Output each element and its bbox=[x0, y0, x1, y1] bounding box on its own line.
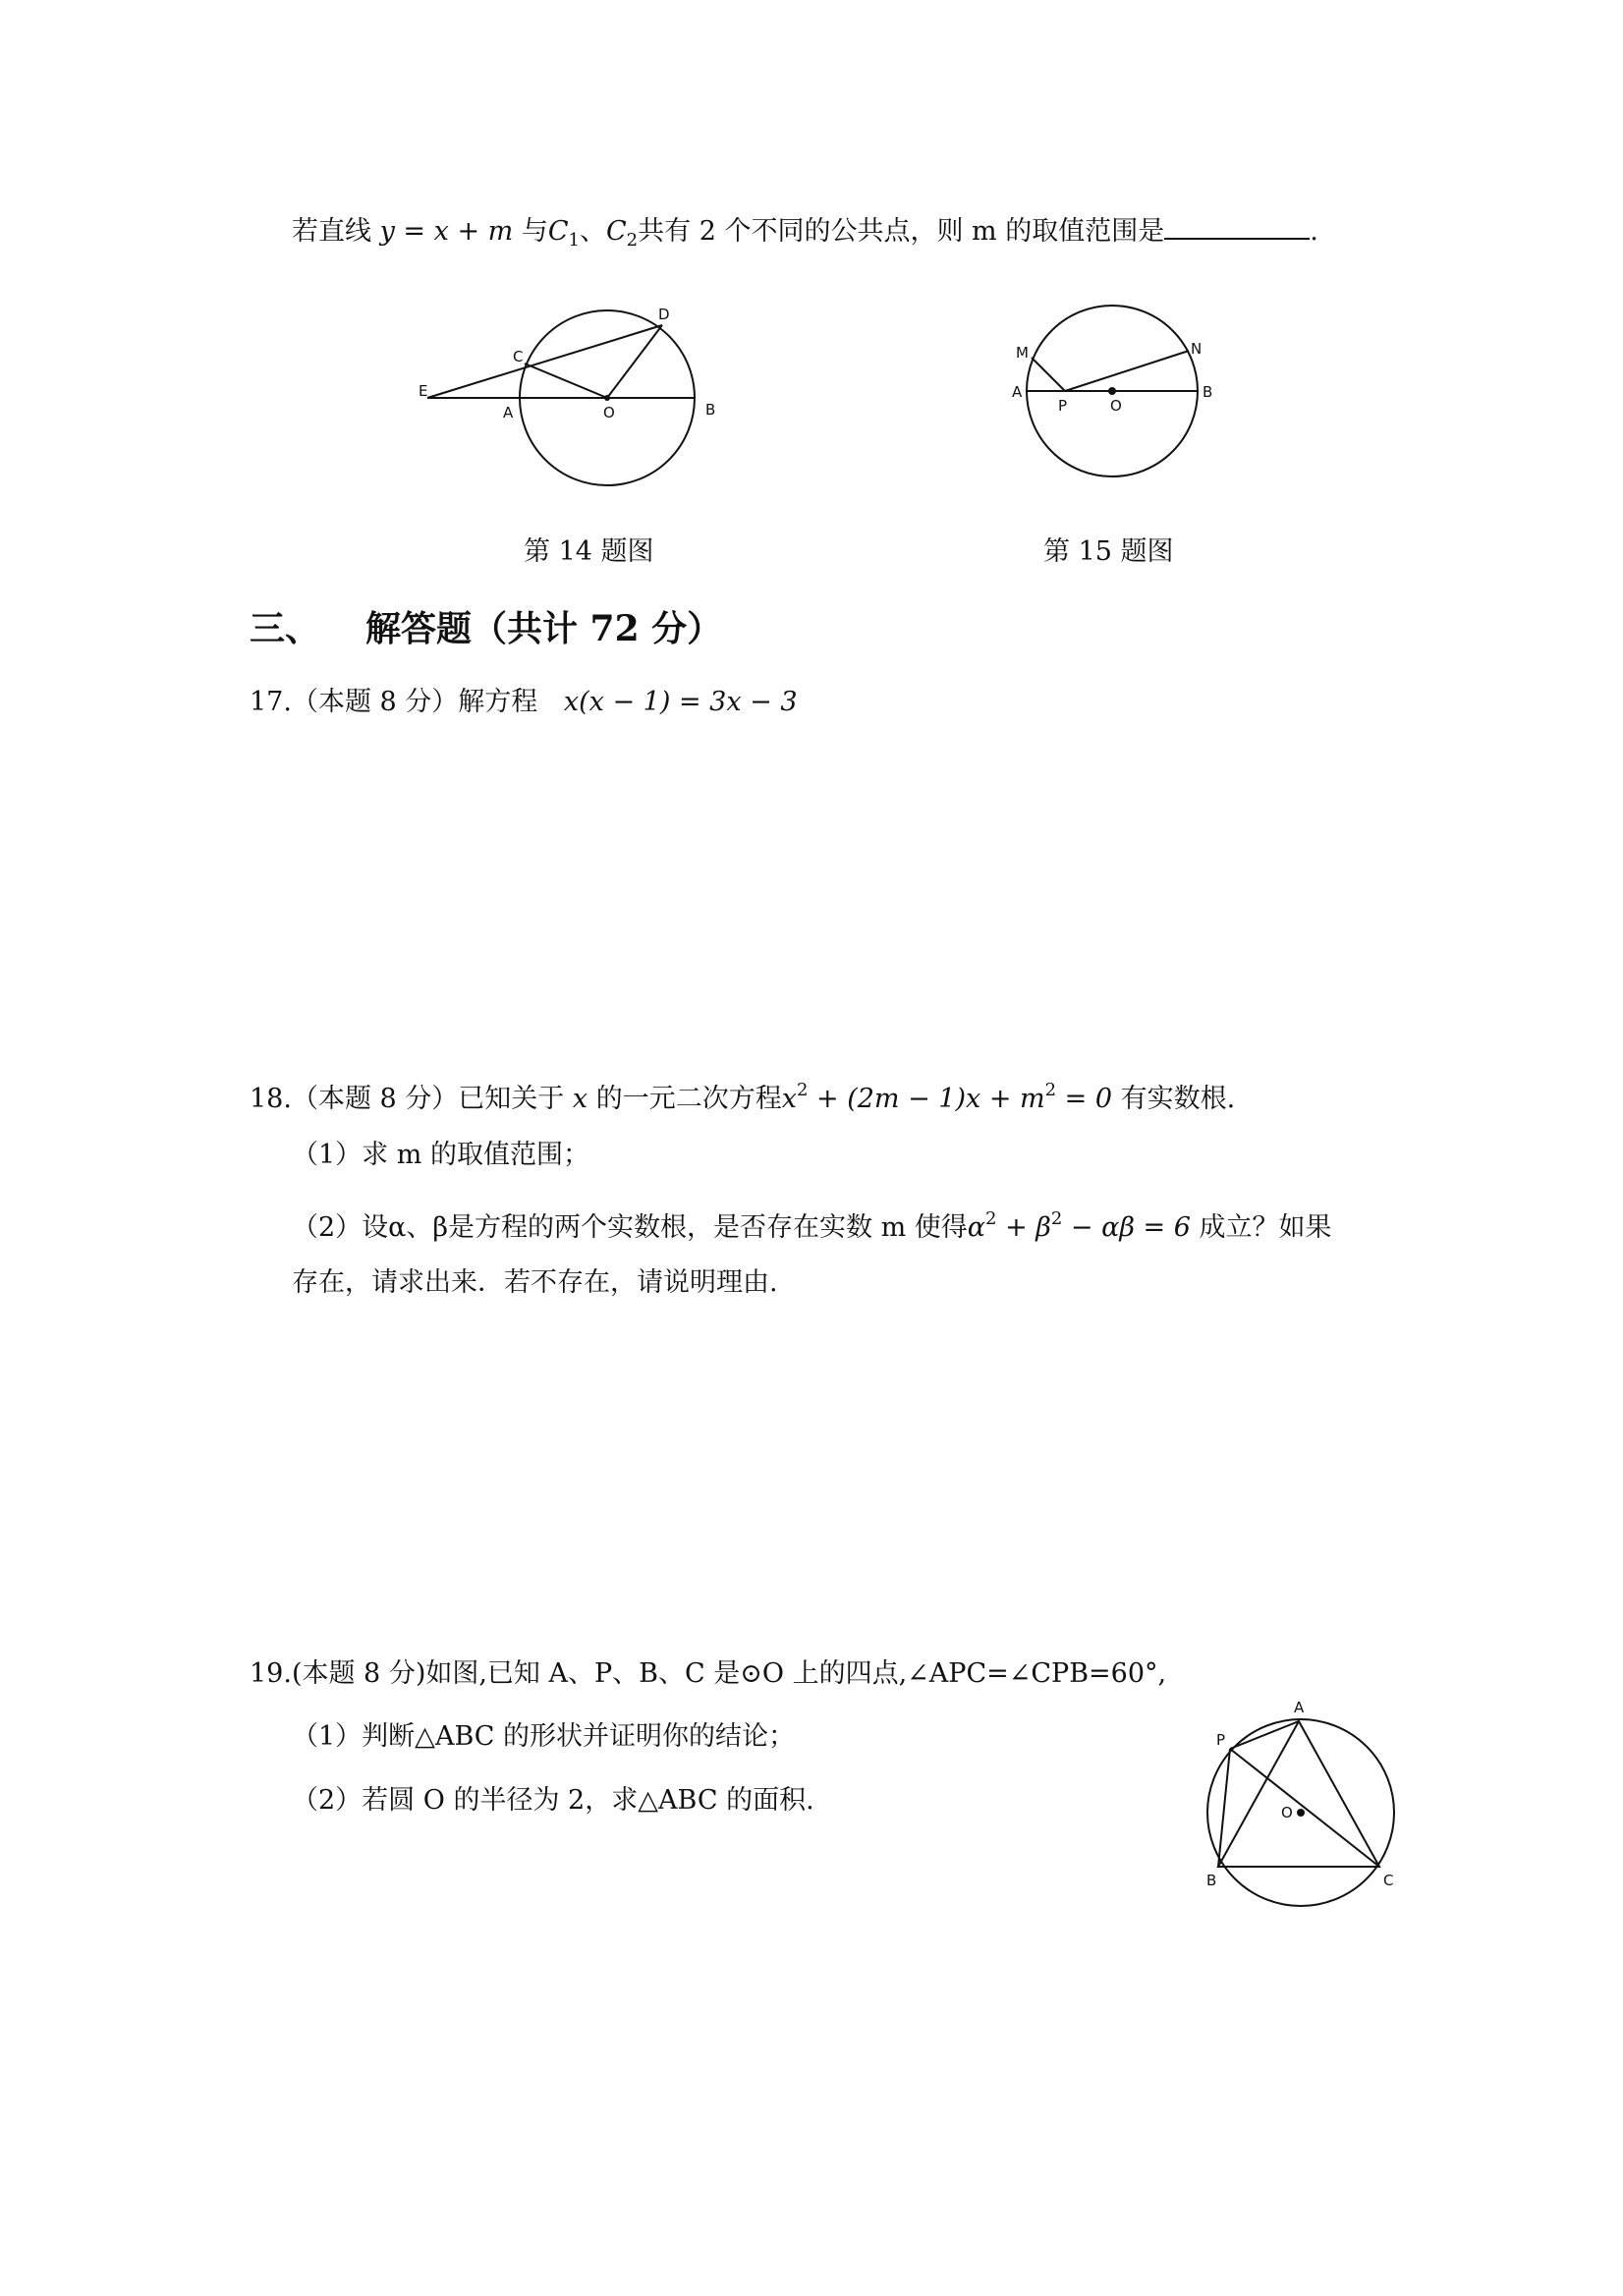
q18-eq-a: x bbox=[781, 1084, 797, 1114]
q18-label: 18.（本题 8 分）已知关于 bbox=[250, 1084, 565, 1114]
fig19-label-C: C bbox=[1383, 1872, 1394, 1889]
q18-eq-a-sup: 2 bbox=[796, 1080, 809, 1100]
fig19-line-PA bbox=[1230, 1721, 1299, 1749]
fig19-line-PC bbox=[1230, 1749, 1379, 1867]
fig15-line-MP bbox=[1032, 358, 1065, 391]
q18-eq-b-sup: 2 bbox=[1044, 1080, 1057, 1100]
answer-blank[interactable] bbox=[1164, 216, 1310, 240]
q17-text bbox=[250, 685, 798, 720]
fig14-label-A: A bbox=[503, 404, 514, 421]
q16-mid2: 共有 2 个不同的公共点，则 m 的取值范围是 bbox=[638, 216, 1165, 247]
q16-text bbox=[292, 214, 1318, 258]
q18-var: x bbox=[572, 1084, 588, 1114]
q17-label: 17.（本题 8 分）解方程 bbox=[250, 687, 538, 717]
q16-c2-sub: 2 bbox=[626, 230, 639, 251]
section-3-number: 三、 bbox=[250, 608, 321, 649]
q18-p2-sup2: 2 bbox=[1050, 1208, 1063, 1229]
q18-p2-plus: + β bbox=[996, 1212, 1051, 1243]
fig14-label-B: B bbox=[705, 401, 716, 419]
figure-15 bbox=[1002, 295, 1228, 491]
q18-part2-line2: 存在，请求出来．若不存在，请说明理由. bbox=[292, 1267, 778, 1298]
fig14-label-D: D bbox=[658, 306, 670, 323]
fig14-label-E: E bbox=[419, 382, 428, 400]
fig15-label-A: A bbox=[1012, 383, 1023, 401]
q19-part2: （2）若圆 O 的半径为 2，求△ABC 的面积. bbox=[292, 1785, 814, 1816]
fig19-label-P: P bbox=[1216, 1731, 1226, 1749]
q17-equation: x(x − 1) = 3x − 3 bbox=[563, 687, 798, 717]
fig15-label-N: N bbox=[1191, 340, 1203, 358]
fig15-label-P: P bbox=[1058, 397, 1068, 415]
fig15-caption: 第 15 题图 bbox=[1043, 536, 1174, 567]
q18-part2-a: （2）设α、β是方程的两个实数根，是否存在实数 m 使得 bbox=[292, 1212, 968, 1243]
fig14-label-C: C bbox=[513, 348, 524, 365]
q16-c2: C bbox=[605, 216, 627, 247]
q18-eq-c: = 0 bbox=[1056, 1084, 1113, 1114]
q18-p2-rest: − αβ = 6 bbox=[1062, 1212, 1191, 1243]
q16-c1: C bbox=[547, 216, 569, 247]
fig15-label-B: B bbox=[1203, 383, 1213, 401]
figure-14 bbox=[413, 295, 737, 501]
figure-19 bbox=[1189, 1690, 1415, 1916]
q18-text2: 有实数根. bbox=[1112, 1084, 1236, 1114]
q16-equation: y = x + m bbox=[379, 216, 514, 247]
fig15-label-M: M bbox=[1016, 344, 1029, 362]
q18-stem bbox=[250, 1073, 1235, 1117]
q18-part1: （1）求 m 的取值范围； bbox=[292, 1140, 589, 1170]
q19-stem: 19.(本题 8 分)如图,已知 A、P、B、C 是⊙O 上的四点,∠APC=∠CPB=60°, bbox=[250, 1658, 1167, 1689]
fig19-label-B: B bbox=[1206, 1872, 1217, 1889]
q18-text1: 的一元二次方程 bbox=[595, 1084, 782, 1114]
q16-sep: 、 bbox=[579, 216, 606, 247]
q16-mid1: 与 bbox=[521, 216, 548, 247]
fig15-center-dot bbox=[1108, 387, 1116, 395]
fig14-center-dot bbox=[604, 395, 610, 401]
q18-part2-line1 bbox=[292, 1202, 1332, 1246]
q18-eq-b: + (2m − 1)x + m bbox=[808, 1084, 1045, 1114]
fig19-label-A: A bbox=[1294, 1699, 1305, 1716]
q16-end: . bbox=[1310, 216, 1318, 247]
section-3-title: 解答题（共计 72 分） bbox=[365, 608, 723, 649]
q19-part1: （1）判断△ABC 的形状并证明你的结论； bbox=[292, 1721, 796, 1752]
q18-p2-sup1: 2 bbox=[985, 1208, 997, 1229]
q18-p2-alpha: α bbox=[967, 1212, 986, 1243]
q16-c1-sub: 1 bbox=[568, 230, 580, 251]
q16-prefix: 若直线 bbox=[292, 216, 371, 247]
fig15-line-PN bbox=[1065, 351, 1189, 391]
fig15-label-O: O bbox=[1110, 397, 1122, 415]
fig14-label-O: O bbox=[603, 404, 615, 421]
fig14-caption: 第 14 题图 bbox=[524, 536, 654, 567]
q18-part2-b: 成立？如果 bbox=[1190, 1212, 1332, 1243]
fig14-line-CO bbox=[525, 364, 607, 398]
fig19-center-dot bbox=[1297, 1809, 1305, 1817]
fig19-label-O: O bbox=[1281, 1804, 1293, 1821]
fig14-line-DO bbox=[607, 325, 662, 398]
